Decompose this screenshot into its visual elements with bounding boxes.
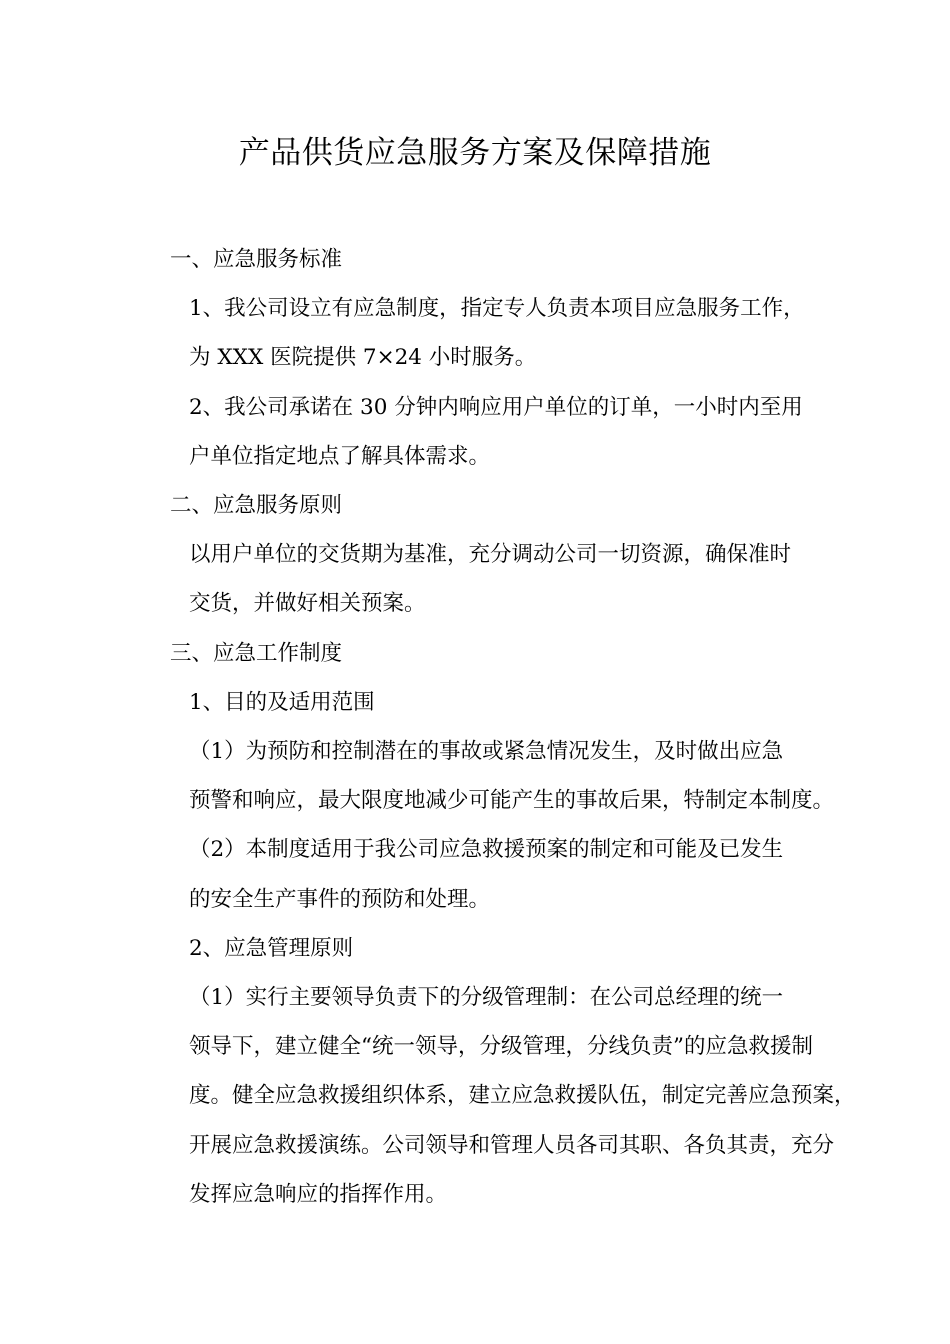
text-line: 以用户单位的交货期为基准，充分调动公司一切资源，确保准时: [189, 542, 792, 568]
document-body: [145, 235, 856, 1219]
paragraph-purpose-item-1: [145, 727, 835, 825]
text-line: 领导下，建立健全“统一领导，分级管理，分线负责”的应急救援制: [189, 1034, 813, 1060]
text-line: 的安全生产事件的预防和处理。: [189, 886, 491, 912]
subsection-heading-management-principle: 2、应急管理原则: [189, 935, 354, 961]
paragraph-service-principle: [145, 530, 810, 628]
paragraph-standard-item-2: [145, 383, 810, 481]
section-heading-service-standard: 一、应急服务标准: [170, 247, 343, 272]
paragraph-standard-item-1: [145, 284, 810, 382]
text-line: 交货，并做好相关预案。: [189, 591, 426, 617]
text-line: 户单位指定地点了解具体需求。: [189, 443, 491, 469]
text-line: （2）本制度适用于我公司应急救援预案的制定和可能及已发生: [189, 837, 784, 863]
document-title: 产品供货应急服务方案及保障措施: [238, 135, 712, 171]
text-line: （1）为预防和控制潜在的事故或紧急情况发生，及时做出应急: [189, 739, 784, 765]
text-line: 预警和响应，最大限度地减少可能产生的事故后果，特制定本制度。: [189, 788, 835, 814]
text-line: 发挥应急响应的指挥作用。: [189, 1181, 448, 1207]
paragraph-management-item-1: [145, 973, 856, 1219]
section-heading-work-system: 三、应急工作制度: [170, 640, 343, 666]
section-heading-service-principle: 二、应急服务原则: [170, 493, 343, 519]
text-line: 2、我公司承诺在 30 分钟内响应用户单位的订单，一小时内至用: [189, 394, 803, 420]
text-line: 为 XXX 医院提供 7×24 小时服务。: [189, 345, 537, 371]
text-line: 度。健全应急救援组织体系，建立应急救援队伍，制定完善应急预案，: [189, 1083, 856, 1109]
paragraph-purpose-item-2: [145, 825, 810, 923]
text-line: 1、我公司设立有应急制度，指定专人负责本项目应急服务工作，: [189, 296, 805, 322]
text-line: （1）实行主要领导负责下的分级管理制：在公司总经理的统一: [189, 985, 784, 1011]
subsection-heading-purpose-scope: 1、目的及适用范围: [189, 689, 375, 715]
text-line: 开展应急救援演练。公司领导和管理人员各司其职、各负其责，充分: [189, 1132, 835, 1158]
